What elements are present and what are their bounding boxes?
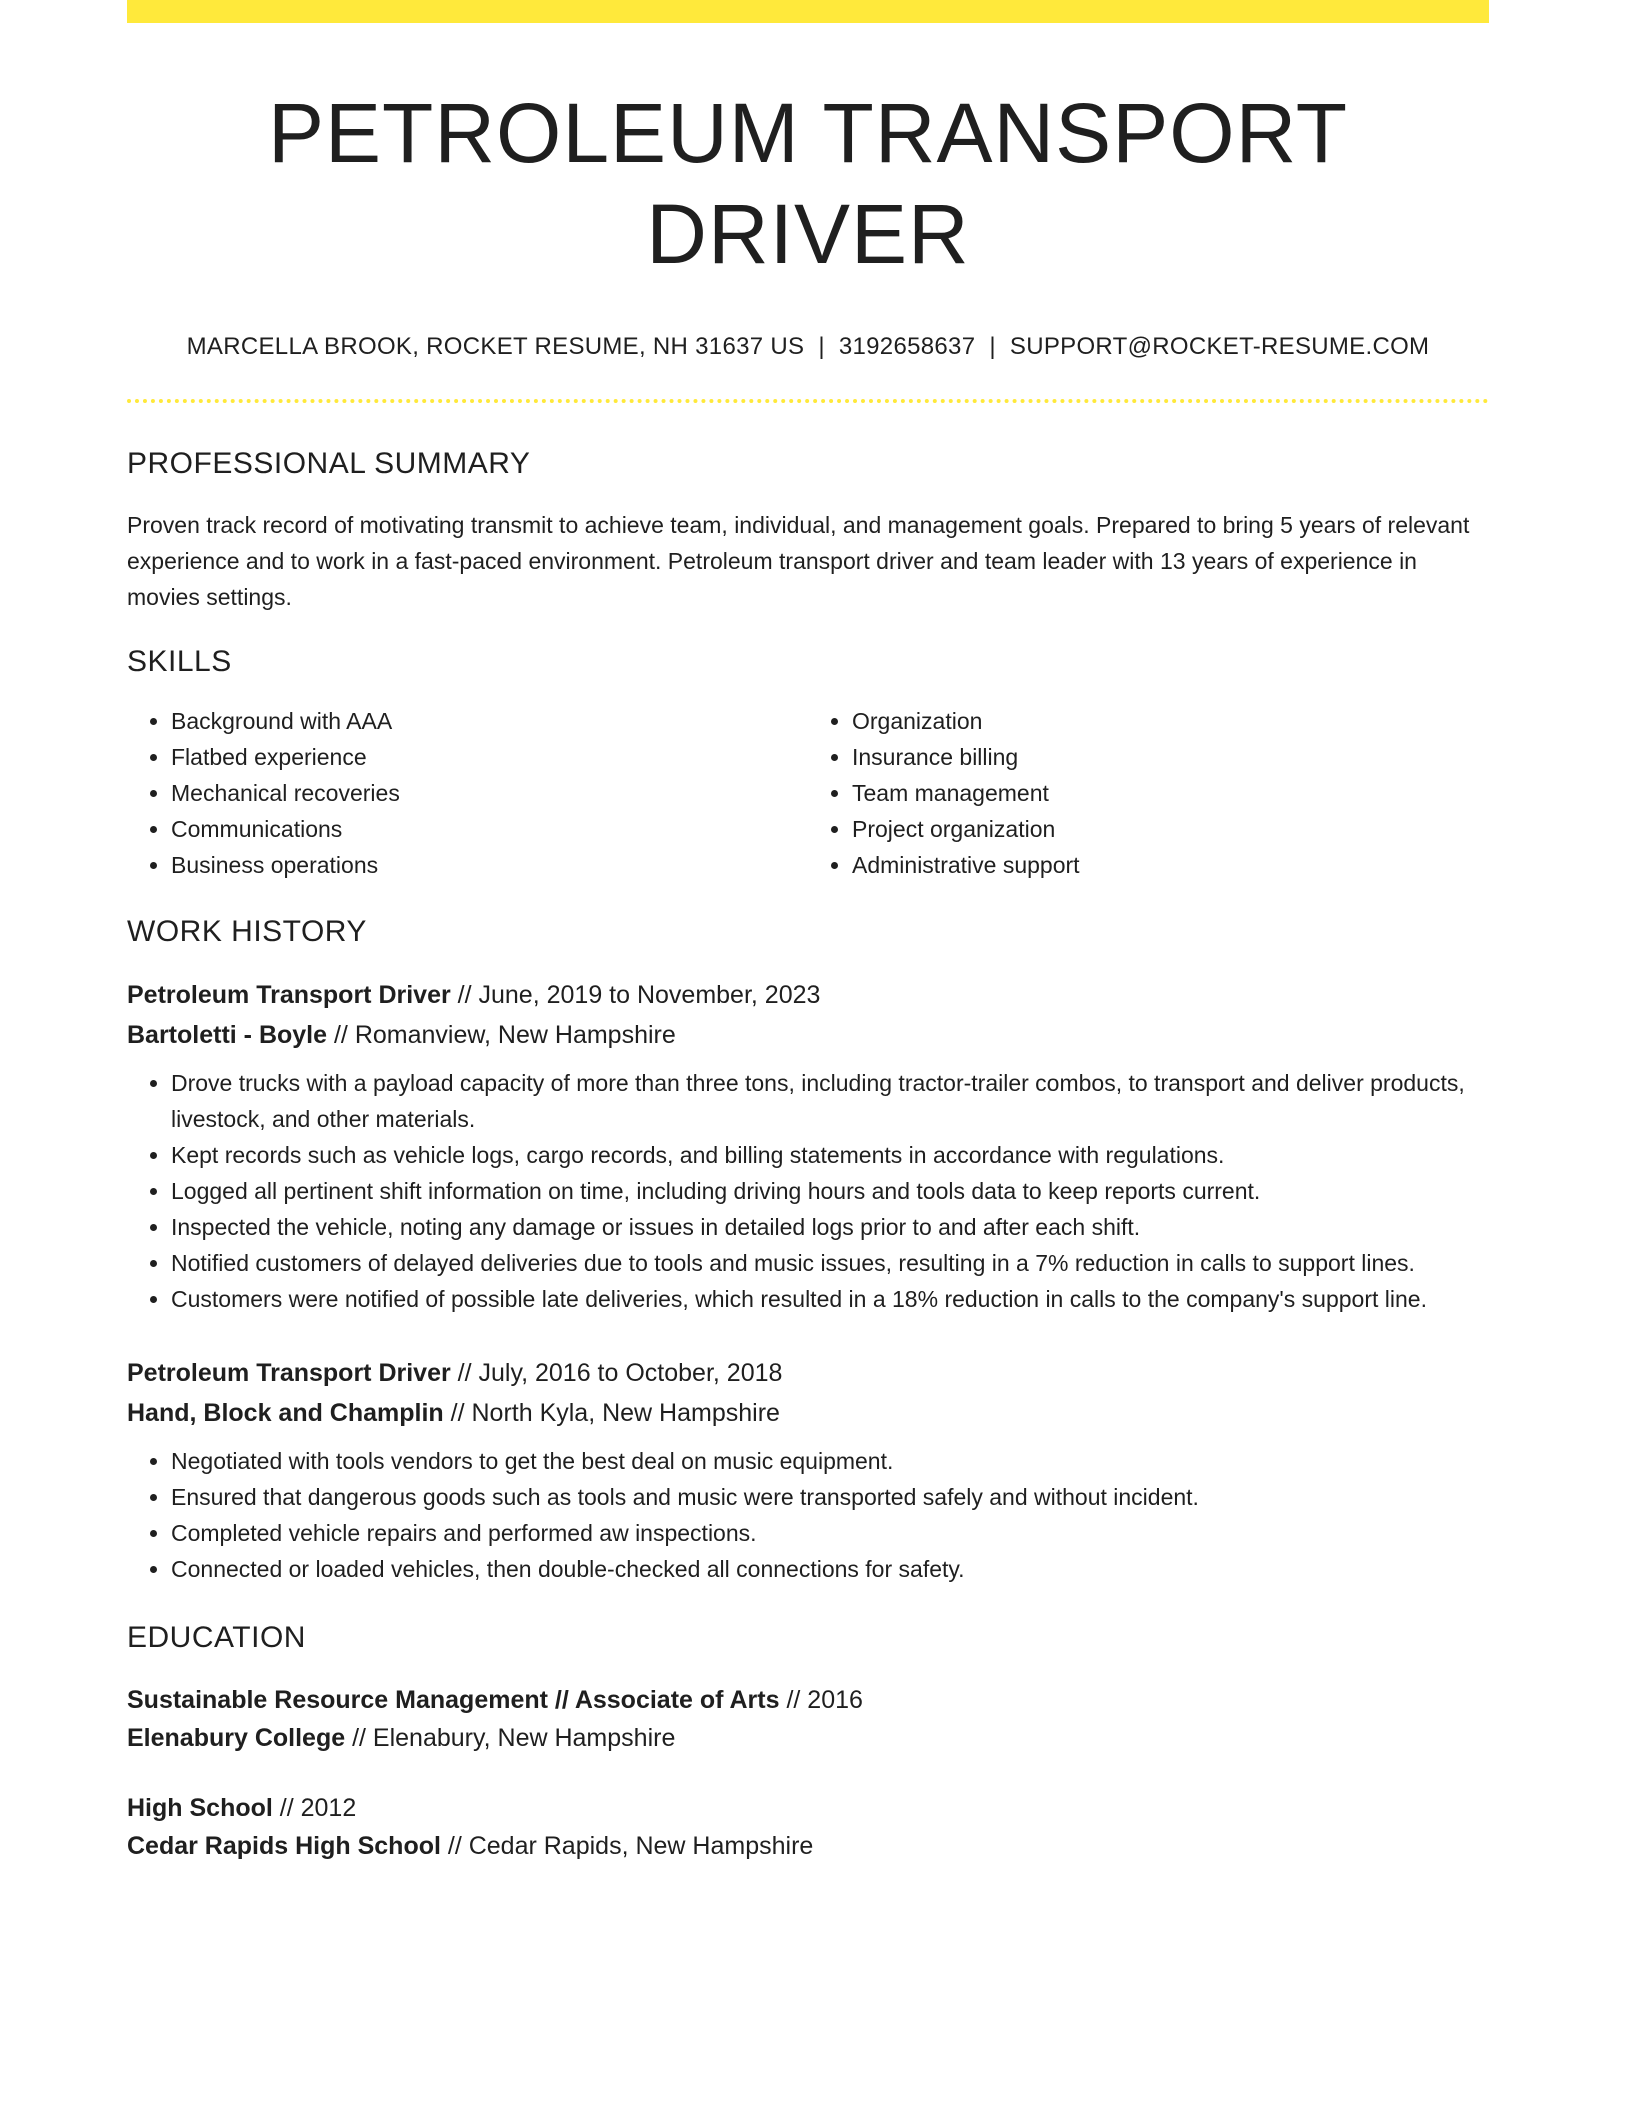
education-location: // Elenabury, New Hampshire <box>345 1723 676 1752</box>
job-bullet: • Negotiated with tools vendors to get the best deal on music equipment. <box>171 1443 1489 1479</box>
job-bullet: • Connected or loaded vehicles, then double-checked all connections for safety. <box>171 1551 1489 1587</box>
education-year: // 2016 <box>779 1685 863 1714</box>
skill-item: • Flatbed experience <box>171 739 808 775</box>
education-school-line <box>127 1827 1489 1865</box>
job-entry <box>127 1353 1489 1587</box>
job-company-line <box>127 1015 1489 1055</box>
education-entry <box>127 1681 1489 1757</box>
skills-heading: SKILLS <box>127 644 232 678</box>
job-bullet: • Kept records such as vehicle logs, cargo records, and billing statements in accordance with regulations. <box>171 1137 1489 1173</box>
skills-column-right <box>808 703 1489 883</box>
education-school: Elenabury College <box>127 1723 346 1752</box>
job-bullet: • Notified customers of delayed deliveries due to tools and music issues, resulting in a 7% reduction in calls to support lines. <box>171 1245 1489 1281</box>
skill-item: • Mechanical recoveries <box>171 775 808 811</box>
job-title-line <box>127 1353 1489 1393</box>
contact-line <box>127 333 1489 361</box>
job-company-line <box>127 1393 1489 1433</box>
skills-list <box>127 703 1489 883</box>
summary-heading: PROFESSIONAL SUMMARY <box>127 446 531 480</box>
resume-page <box>127 0 1489 1865</box>
skill-item: • Project organization <box>852 811 1489 847</box>
job-bullet: • Logged all pertinent shift information on time, including driving hours and tools data to keep reports current. <box>171 1173 1489 1209</box>
contact-email: SUPPORT@ROCKET-RESUME.COM <box>1009 332 1430 360</box>
contact-separator: | <box>989 332 996 360</box>
job-bullet: • Drove trucks with a payload capacity of more than three tons, including tractor-trailer combos, to transport and deliver products, livestock, and other materials. <box>171 1065 1489 1137</box>
skill-item: • Communications <box>171 811 808 847</box>
job-bullet: • Ensured that dangerous goods such as tools and music were transported safely and without incident. <box>171 1479 1489 1515</box>
skill-item: • Insurance billing <box>852 739 1489 775</box>
education-entry <box>127 1789 1489 1865</box>
summary-text: Proven track record of motivating transmit to achieve team, individual, and management goals. Prepared to bring 5 years of relevant experience and to work in a fast-paced environment. Petroleum transport driver and team leader with 13 years of experience in movies settings. <box>127 511 1470 610</box>
job-company: Hand, Block and Champlin <box>127 1398 444 1427</box>
skill-item: • Team management <box>852 775 1489 811</box>
work-history-heading: WORK HISTORY <box>127 914 367 948</box>
job-location: // Romanview, New Hampshire <box>327 1020 676 1049</box>
education-year: // 2012 <box>272 1793 357 1822</box>
skill-item: • Business operations <box>171 847 808 883</box>
job-company: Bartoletti - Boyle <box>127 1020 328 1049</box>
job-bullet: • Customers were notified of possible late deliveries, which resulted in a 18% reduction in calls to the company's support line. <box>171 1281 1489 1317</box>
skill-item: • Administrative support <box>852 847 1489 883</box>
job-bullet: • Inspected the vehicle, noting any damage or issues in detailed logs prior to and after each shift. <box>171 1209 1489 1245</box>
contact-address: MARCELLA BROOK, ROCKET RESUME, NH 31637 US <box>186 332 805 360</box>
skills-column-left <box>127 703 808 883</box>
resume-title: PETROLEUM TRANSPORT DRIVER <box>267 86 1349 281</box>
job-bullets <box>127 1443 1489 1587</box>
education-degree: High School <box>127 1793 273 1822</box>
job-title: Petroleum Transport Driver <box>127 1358 451 1387</box>
job-location: // North Kyla, New Hampshire <box>443 1398 780 1427</box>
skill-item: • Background with AAA <box>171 703 808 739</box>
skill-item: • Organization <box>852 703 1489 739</box>
accent-top-bar <box>127 0 1489 23</box>
job-title: Petroleum Transport Driver <box>127 980 451 1009</box>
job-bullets <box>127 1065 1489 1317</box>
education-degree-line <box>127 1681 1489 1719</box>
job-title-line <box>127 975 1489 1015</box>
job-dates: // July, 2016 to October, 2018 <box>450 1358 783 1387</box>
dotted-divider <box>127 399 1489 403</box>
job-entry <box>127 975 1489 1317</box>
contact-separator: | <box>818 332 825 360</box>
education-degree: Sustainable Resource Management // Associate of Arts <box>127 1685 780 1714</box>
contact-phone: 3192658637 <box>838 332 976 360</box>
education-school: Cedar Rapids High School <box>127 1831 441 1860</box>
education-degree-line <box>127 1789 1489 1827</box>
education-location: // Cedar Rapids, New Hampshire <box>440 1831 814 1860</box>
job-bullet: • Completed vehicle repairs and performed aw inspections. <box>171 1515 1489 1551</box>
education-heading: EDUCATION <box>127 1620 306 1654</box>
education-school-line <box>127 1719 1489 1757</box>
job-dates: // June, 2019 to November, 2023 <box>450 980 821 1009</box>
